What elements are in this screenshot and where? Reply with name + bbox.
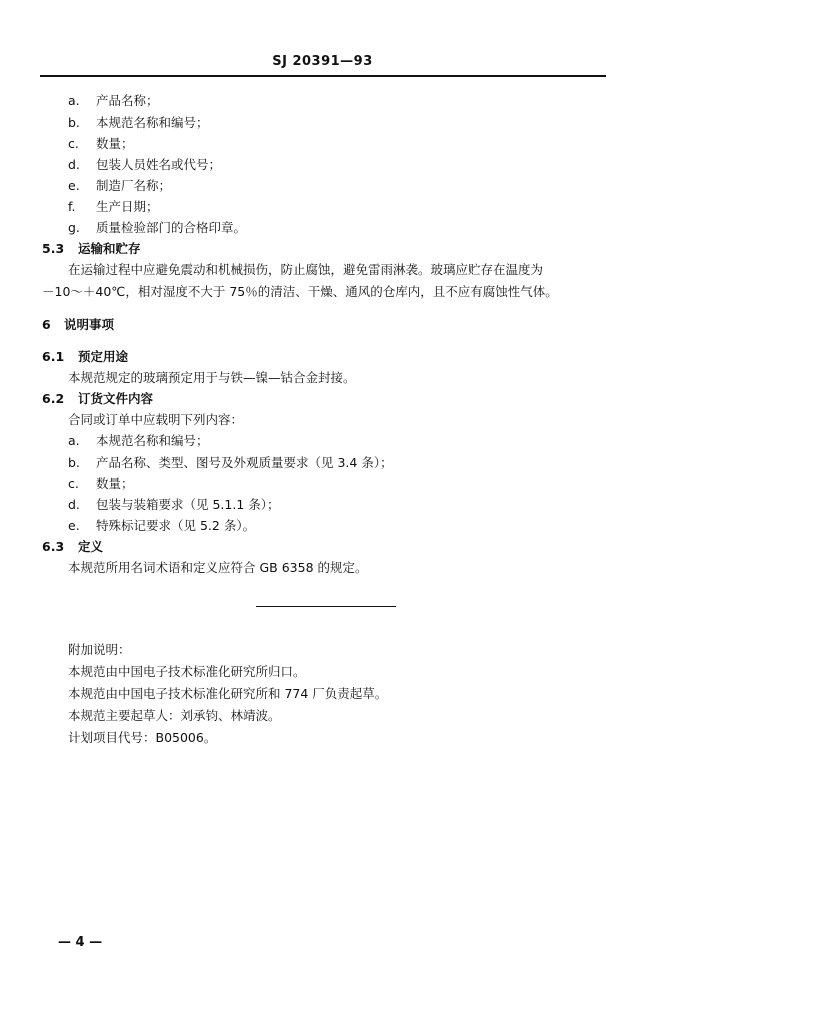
section-number: 6.3 — [42, 539, 65, 554]
paragraph-line: 合同或订单中应载明下列内容： — [68, 412, 244, 427]
list-text: 产品名称、类型、图号及外观质量要求（见 3.4 条）； — [96, 455, 393, 470]
section-heading-6-2 — [42, 391, 153, 407]
end-of-text-rule — [256, 606, 396, 607]
section-number: 6.1 — [42, 349, 65, 364]
list-text: 数量； — [96, 136, 134, 151]
section-title: 定义 — [78, 539, 104, 554]
section-title: 订货文件内容 — [78, 391, 154, 406]
list-text: 本规范名称和编号； — [96, 433, 209, 448]
header-rule — [40, 75, 606, 77]
section-heading-5-3 — [42, 241, 141, 257]
paragraph-line: －10～＋40℃，相对湿度不大于 75％的清洁、干燥、通风的仓库内，且不应有腐蚀性气体。 — [42, 284, 558, 299]
list-item — [68, 455, 393, 471]
list-text: 数量； — [96, 476, 134, 491]
list-marker: f. — [68, 199, 76, 214]
list-marker: e. — [68, 178, 80, 193]
list-item — [68, 433, 209, 449]
list-item — [68, 93, 159, 109]
list-marker: b. — [68, 115, 80, 130]
page-number: — 4 — — [58, 935, 103, 950]
document-code-header: SJ 20391—93 — [272, 54, 373, 69]
list-text: 制造厂名称； — [96, 178, 172, 193]
list-text: 质量检验部门的合格印章。 — [96, 220, 247, 235]
appendix-line: 计划项目代号：B05006。 — [68, 730, 217, 745]
list-marker: d. — [68, 497, 80, 512]
list-item — [68, 178, 171, 194]
list-marker: a. — [68, 93, 80, 108]
list-text: 包装人员姓名或代号； — [96, 157, 222, 172]
list-text: 本规范名称和编号； — [96, 115, 209, 130]
appendix-line: 本规范由中国电子技术标准化研究所归口。 — [68, 664, 306, 679]
list-item — [68, 220, 246, 236]
appendix-line: 本规范由中国电子技术标准化研究所和 774 厂负责起草。 — [68, 686, 388, 701]
list-item — [68, 518, 255, 534]
section-title: 说明事项 — [64, 317, 115, 332]
list-item — [68, 476, 134, 492]
list-item — [68, 115, 209, 131]
list-marker: e. — [68, 518, 80, 533]
list-marker: d. — [68, 157, 80, 172]
paragraph-line: 在运输过程中应避免震动和机械损伤，防止腐蚀，避免雷雨淋袭。玻璃应贮存在温度为 — [68, 262, 544, 277]
section-heading-6 — [42, 317, 114, 333]
list-text: 生产日期； — [96, 199, 159, 214]
list-marker: g. — [68, 220, 80, 235]
appendix-title: 附加说明： — [68, 642, 131, 657]
section-number: 6 — [42, 317, 51, 332]
list-item — [68, 157, 221, 173]
section-heading-6-3 — [42, 539, 103, 555]
list-marker: a. — [68, 433, 80, 448]
paragraph-line: 本规范所用名词术语和定义应符合 GB 6358 的规定。 — [68, 560, 368, 575]
section-title: 预定用途 — [78, 349, 129, 364]
section-title: 运输和贮存 — [78, 241, 141, 256]
list-item — [68, 199, 159, 215]
paragraph-line: 本规范规定的玻璃预定用于与铁—镍—钴合金封接。 — [68, 370, 356, 385]
list-item — [68, 497, 280, 513]
list-text: 特殊标记要求（见 5.2 条）。 — [96, 518, 256, 533]
list-marker: c. — [68, 136, 79, 151]
list-marker: c. — [68, 476, 79, 491]
section-number: 6.2 — [42, 391, 65, 406]
list-text: 产品名称； — [96, 93, 159, 108]
appendix-line: 本规范主要起草人：刘承钧、林靖波。 — [68, 708, 281, 723]
list-text: 包装与装箱要求（见 5.1.1 条）； — [96, 497, 280, 512]
list-item — [68, 136, 134, 152]
list-marker: b. — [68, 455, 80, 470]
section-number: 5.3 — [42, 241, 65, 256]
section-heading-6-1 — [42, 349, 128, 365]
